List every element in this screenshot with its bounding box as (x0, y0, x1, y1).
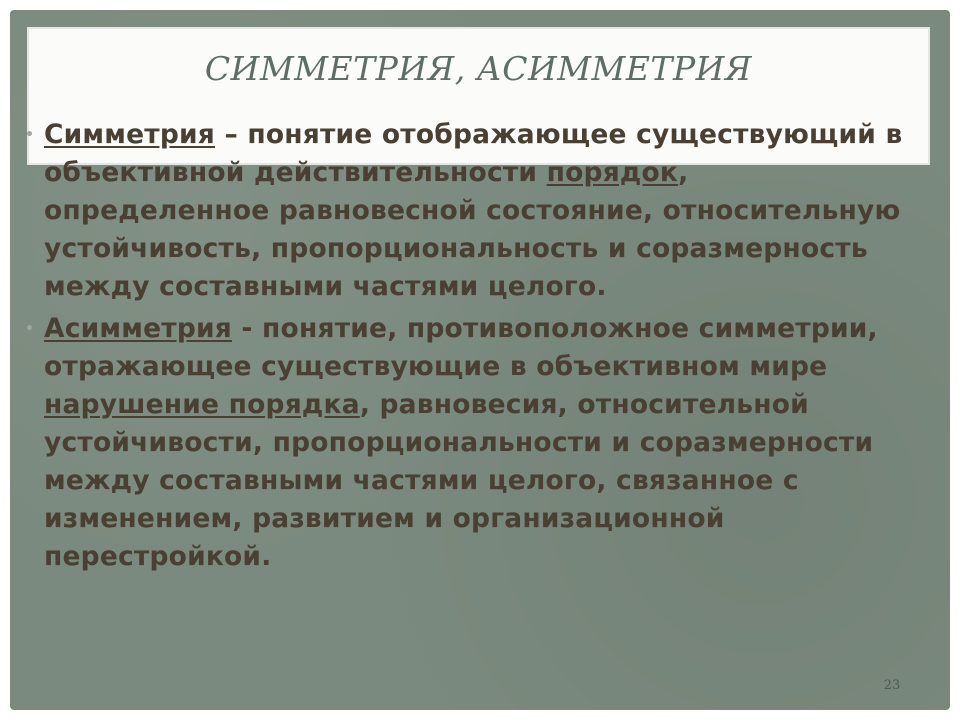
bullet-icon: • (25, 321, 35, 337)
term-asymmetry: Асимметрия (44, 313, 232, 344)
underlined-phrase: нарушение порядка (44, 389, 360, 420)
bullet-item-symmetry (25, 116, 904, 306)
definition-text-part-2: , определенное равновесной состояние, относительную устойчивость, пропорциональность и соразмерность между составными частями целого. (44, 157, 901, 302)
underlined-phrase: порядок (546, 157, 679, 188)
bullet-icon: • (25, 127, 35, 143)
slide-title: СИММЕТРИЯ, АСИММЕТРИЯ (204, 49, 753, 88)
bullet-item-asymmetry (25, 310, 904, 576)
definition-text-part-2: , равновесия, относительной устойчивости, пропорциональности и соразмерности между составными частями целого, связанное с изменением, развитием и организационной перестройкой. (44, 389, 874, 572)
term-symmetry: Симметрия (44, 119, 216, 150)
page-number: 23 (883, 678, 901, 693)
definition-text-part-1: - понятие, противоположное симметрии, отражающее существующие в объективном мире (44, 313, 878, 382)
definition-text-part-1: – понятие отображающее существующий в объективной действительности (44, 119, 903, 188)
slide-body (25, 116, 904, 576)
